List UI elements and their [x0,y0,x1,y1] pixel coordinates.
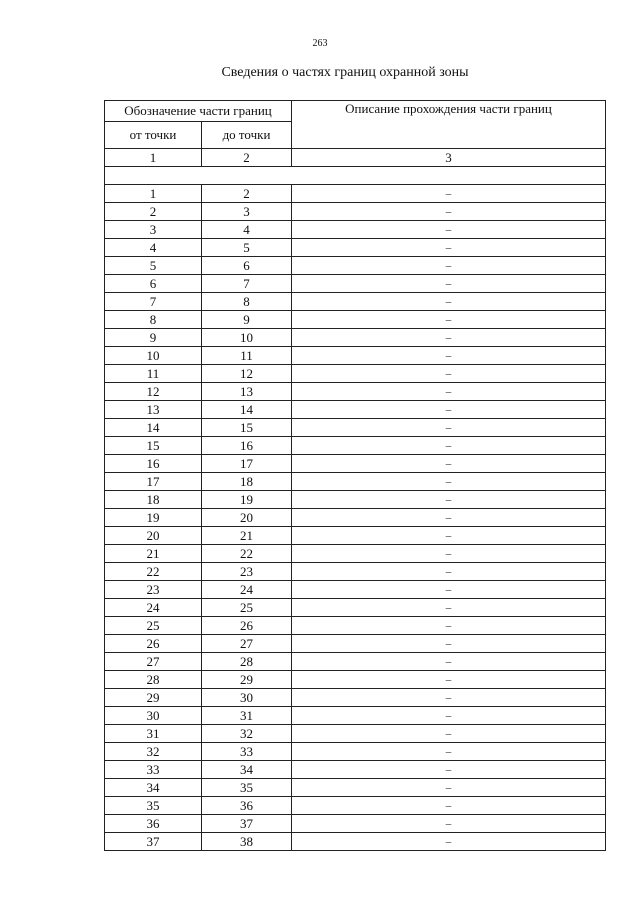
from-point-cell: 5 [105,257,202,275]
to-point-cell: 18 [202,473,292,491]
table-row [105,581,606,599]
from-point-cell: 37 [105,833,202,851]
table-row [105,761,606,779]
table-row [105,815,606,833]
table-row [105,527,606,545]
description-cell: – [292,725,606,743]
boundary-parts-table [104,100,606,851]
to-point-cell: 25 [202,599,292,617]
description-cell: – [292,779,606,797]
to-point-cell: 10 [202,329,292,347]
document-title: Сведения о частях границ охранной зоны [221,65,469,80]
from-point-cell: 12 [105,383,202,401]
to-point-cell: 27 [202,635,292,653]
from-point-cell: 10 [105,347,202,365]
column-number: 1 [105,149,202,167]
header-description: Описание прохождения части границ [292,101,606,149]
description-cell: – [292,311,606,329]
from-point-cell: 6 [105,275,202,293]
description-cell: – [292,743,606,761]
table-row [105,293,606,311]
header-from-point: от точки [105,122,202,149]
to-point-cell: 6 [202,257,292,275]
from-point-cell: 30 [105,707,202,725]
from-point-cell: 1 [105,185,202,203]
from-point-cell: 34 [105,779,202,797]
table-row [105,257,606,275]
table-header-row [105,101,606,122]
from-point-cell: 20 [105,527,202,545]
to-point-cell: 35 [202,779,292,797]
from-point-cell: 17 [105,473,202,491]
to-point-cell: 11 [202,347,292,365]
from-point-cell: 13 [105,401,202,419]
table-row [105,509,606,527]
description-cell: – [292,473,606,491]
from-point-cell: 16 [105,455,202,473]
table-row [105,707,606,725]
from-point-cell: 35 [105,797,202,815]
from-point-cell: 19 [105,509,202,527]
description-cell: – [292,419,606,437]
empty-cell [105,167,606,185]
header-to-point: до точки [202,122,292,149]
table-row [105,383,606,401]
description-cell: – [292,401,606,419]
table-row [105,473,606,491]
description-cell: – [292,293,606,311]
description-cell: – [292,689,606,707]
table-row [105,275,606,293]
description-cell: – [292,257,606,275]
to-point-cell: 32 [202,725,292,743]
from-point-cell: 26 [105,635,202,653]
description-cell: – [292,671,606,689]
table-row [105,797,606,815]
to-point-cell: 17 [202,455,292,473]
column-number: 2 [202,149,292,167]
table-row [105,689,606,707]
page-number: 263 [312,38,328,49]
table-row [105,203,606,221]
from-point-cell: 7 [105,293,202,311]
description-cell: – [292,653,606,671]
table-row [105,329,606,347]
to-point-cell: 16 [202,437,292,455]
table-row [105,437,606,455]
description-cell: – [292,599,606,617]
description-cell: – [292,329,606,347]
table-row [105,221,606,239]
description-cell: – [292,203,606,221]
to-point-cell: 29 [202,671,292,689]
to-point-cell: 34 [202,761,292,779]
to-point-cell: 14 [202,401,292,419]
description-cell: – [292,185,606,203]
table-row [105,455,606,473]
description-cell: – [292,275,606,293]
table-row [105,185,606,203]
description-cell: – [292,365,606,383]
from-point-cell: 3 [105,221,202,239]
table-row [105,365,606,383]
description-cell: – [292,761,606,779]
table-row [105,671,606,689]
description-cell: – [292,437,606,455]
to-point-cell: 15 [202,419,292,437]
table-spacer-row [105,167,606,185]
to-point-cell: 22 [202,545,292,563]
to-point-cell: 2 [202,185,292,203]
description-cell: – [292,833,606,851]
table-row [105,563,606,581]
description-cell: – [292,815,606,833]
from-point-cell: 36 [105,815,202,833]
from-point-cell: 11 [105,365,202,383]
table-row [105,239,606,257]
table-row [105,743,606,761]
table-row [105,401,606,419]
to-point-cell: 33 [202,743,292,761]
description-cell: – [292,491,606,509]
to-point-cell: 30 [202,689,292,707]
from-point-cell: 2 [105,203,202,221]
table-row [105,833,606,851]
from-point-cell: 28 [105,671,202,689]
from-point-cell: 15 [105,437,202,455]
to-point-cell: 36 [202,797,292,815]
from-point-cell: 27 [105,653,202,671]
to-point-cell: 20 [202,509,292,527]
to-point-cell: 5 [202,239,292,257]
column-number: 3 [292,149,606,167]
from-point-cell: 14 [105,419,202,437]
table-row [105,311,606,329]
from-point-cell: 24 [105,599,202,617]
to-point-cell: 12 [202,365,292,383]
from-point-cell: 9 [105,329,202,347]
description-cell: – [292,509,606,527]
description-cell: – [292,455,606,473]
description-cell: – [292,563,606,581]
header-boundary-designation: Обозначение части границ [105,101,292,122]
table-row [105,653,606,671]
from-point-cell: 4 [105,239,202,257]
to-point-cell: 21 [202,527,292,545]
to-point-cell: 13 [202,383,292,401]
table-row [105,635,606,653]
from-point-cell: 25 [105,617,202,635]
to-point-cell: 8 [202,293,292,311]
description-cell: – [292,383,606,401]
description-cell: – [292,797,606,815]
description-cell: – [292,527,606,545]
table-body [105,185,606,851]
table-row [105,545,606,563]
table-row [105,347,606,365]
description-cell: – [292,347,606,365]
table-row [105,419,606,437]
from-point-cell: 23 [105,581,202,599]
description-cell: – [292,545,606,563]
table-row [105,725,606,743]
to-point-cell: 38 [202,833,292,851]
from-point-cell: 8 [105,311,202,329]
description-cell: – [292,635,606,653]
to-point-cell: 9 [202,311,292,329]
to-point-cell: 4 [202,221,292,239]
to-point-cell: 26 [202,617,292,635]
to-point-cell: 24 [202,581,292,599]
to-point-cell: 28 [202,653,292,671]
table-row [105,491,606,509]
from-point-cell: 18 [105,491,202,509]
from-point-cell: 33 [105,761,202,779]
description-cell: – [292,581,606,599]
to-point-cell: 3 [202,203,292,221]
description-cell: – [292,617,606,635]
table-row [105,617,606,635]
to-point-cell: 23 [202,563,292,581]
to-point-cell: 37 [202,815,292,833]
to-point-cell: 31 [202,707,292,725]
description-cell: – [292,221,606,239]
table-row [105,779,606,797]
description-cell: – [292,707,606,725]
from-point-cell: 22 [105,563,202,581]
from-point-cell: 32 [105,743,202,761]
from-point-cell: 21 [105,545,202,563]
description-cell: – [292,239,606,257]
from-point-cell: 29 [105,689,202,707]
from-point-cell: 31 [105,725,202,743]
to-point-cell: 19 [202,491,292,509]
to-point-cell: 7 [202,275,292,293]
table-row [105,599,606,617]
column-number-row [105,149,606,167]
